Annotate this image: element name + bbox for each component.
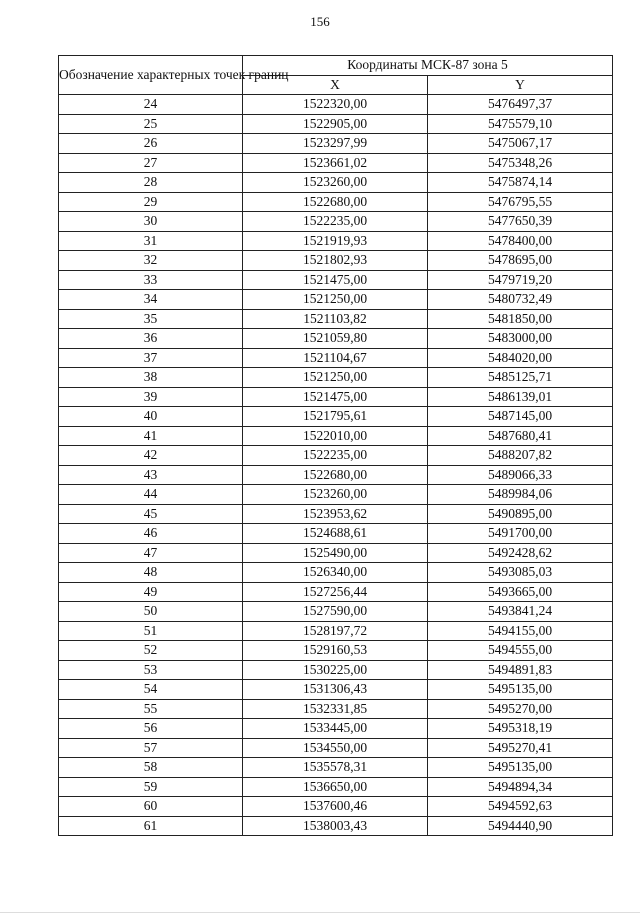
coord-x: 1528197,72 xyxy=(243,621,428,641)
coord-x: 1521475,00 xyxy=(243,270,428,290)
coord-y: 5486139,01 xyxy=(428,387,613,407)
header-y: Y xyxy=(428,75,613,95)
table-row xyxy=(59,153,613,173)
coord-y: 5477650,39 xyxy=(428,212,613,232)
table-row xyxy=(59,543,613,563)
coord-x: 1522905,00 xyxy=(243,114,428,134)
coord-y: 5476497,37 xyxy=(428,95,613,115)
table-row xyxy=(59,797,613,817)
table-row xyxy=(59,719,613,739)
point-number: 39 xyxy=(59,387,243,407)
coord-y: 5487680,41 xyxy=(428,426,613,446)
coord-x: 1526340,00 xyxy=(243,563,428,583)
coord-y: 5480732,49 xyxy=(428,290,613,310)
coord-x: 1524688,61 xyxy=(243,524,428,544)
table-row xyxy=(59,114,613,134)
coord-x: 1522235,00 xyxy=(243,212,428,232)
coord-x: 1521250,00 xyxy=(243,290,428,310)
point-number: 29 xyxy=(59,192,243,212)
coord-y: 5495135,00 xyxy=(428,758,613,778)
point-number: 33 xyxy=(59,270,243,290)
point-number: 46 xyxy=(59,524,243,544)
coord-x: 1538003,43 xyxy=(243,816,428,836)
point-number: 40 xyxy=(59,407,243,427)
point-number: 43 xyxy=(59,465,243,485)
table-row xyxy=(59,95,613,115)
coord-x: 1523661,02 xyxy=(243,153,428,173)
coordinates-table xyxy=(58,55,613,836)
coord-x: 1521795,61 xyxy=(243,407,428,427)
table-row xyxy=(59,485,613,505)
coord-y: 5494894,34 xyxy=(428,777,613,797)
coord-y: 5495318,19 xyxy=(428,719,613,739)
coord-x: 1521250,00 xyxy=(243,368,428,388)
header-coordinates: Координаты МСК-87 зона 5 xyxy=(243,56,613,76)
table-row xyxy=(59,348,613,368)
coord-x: 1531306,43 xyxy=(243,680,428,700)
coord-y: 5493665,00 xyxy=(428,582,613,602)
table-row xyxy=(59,446,613,466)
table-row xyxy=(59,329,613,349)
point-number: 27 xyxy=(59,153,243,173)
page-number: 156 xyxy=(310,14,330,29)
table-row xyxy=(59,212,613,232)
point-number: 26 xyxy=(59,134,243,154)
table-row xyxy=(59,368,613,388)
coord-y: 5478400,00 xyxy=(428,231,613,251)
table-row xyxy=(59,777,613,797)
coord-y: 5475348,26 xyxy=(428,153,613,173)
coord-y: 5488207,82 xyxy=(428,446,613,466)
point-number: 54 xyxy=(59,680,243,700)
table-row xyxy=(59,231,613,251)
table-row xyxy=(59,641,613,661)
point-number: 48 xyxy=(59,563,243,583)
coord-y: 5492428,62 xyxy=(428,543,613,563)
table-body xyxy=(59,95,613,836)
coord-x: 1523260,00 xyxy=(243,485,428,505)
table-row xyxy=(59,621,613,641)
table-row xyxy=(59,524,613,544)
coord-y: 5478695,00 xyxy=(428,251,613,271)
table-row xyxy=(59,680,613,700)
coord-y: 5495135,00 xyxy=(428,680,613,700)
coord-y: 5475579,10 xyxy=(428,114,613,134)
table-row xyxy=(59,173,613,193)
table-row xyxy=(59,465,613,485)
coord-y: 5475874,14 xyxy=(428,173,613,193)
coord-y: 5489066,33 xyxy=(428,465,613,485)
coord-x: 1529160,53 xyxy=(243,641,428,661)
coord-x: 1527590,00 xyxy=(243,602,428,622)
point-number: 24 xyxy=(59,95,243,115)
coord-y: 5489984,06 xyxy=(428,485,613,505)
coord-x: 1521104,67 xyxy=(243,348,428,368)
table-row xyxy=(59,563,613,583)
coord-y: 5490895,00 xyxy=(428,504,613,524)
point-number: 34 xyxy=(59,290,243,310)
coord-y: 5476795,55 xyxy=(428,192,613,212)
coord-x: 1525490,00 xyxy=(243,543,428,563)
table-row xyxy=(59,192,613,212)
point-number: 59 xyxy=(59,777,243,797)
coord-y: 5491700,00 xyxy=(428,524,613,544)
header-points: Обозначение характерных точек границ xyxy=(59,56,243,95)
point-number: 32 xyxy=(59,251,243,271)
point-number: 25 xyxy=(59,114,243,134)
coord-x: 1522010,00 xyxy=(243,426,428,446)
point-number: 53 xyxy=(59,660,243,680)
point-number: 35 xyxy=(59,309,243,329)
coord-y: 5493085,03 xyxy=(428,563,613,583)
coord-x: 1523260,00 xyxy=(243,173,428,193)
coord-y: 5485125,71 xyxy=(428,368,613,388)
coord-y: 5494592,63 xyxy=(428,797,613,817)
point-number: 28 xyxy=(59,173,243,193)
coord-x: 1522235,00 xyxy=(243,446,428,466)
coord-x: 1521059,80 xyxy=(243,329,428,349)
table-row xyxy=(59,699,613,719)
table-row xyxy=(59,290,613,310)
table-row xyxy=(59,426,613,446)
coord-y: 5495270,41 xyxy=(428,738,613,758)
coord-x: 1521802,93 xyxy=(243,251,428,271)
table-row xyxy=(59,738,613,758)
table-row xyxy=(59,758,613,778)
point-number: 50 xyxy=(59,602,243,622)
coord-x: 1537600,46 xyxy=(243,797,428,817)
point-number: 60 xyxy=(59,797,243,817)
table-row xyxy=(59,251,613,271)
coord-x: 1521103,82 xyxy=(243,309,428,329)
page-edge xyxy=(0,912,640,913)
coord-y: 5484020,00 xyxy=(428,348,613,368)
point-number: 47 xyxy=(59,543,243,563)
coord-y: 5487145,00 xyxy=(428,407,613,427)
coord-x: 1522320,00 xyxy=(243,95,428,115)
table-row xyxy=(59,660,613,680)
point-number: 58 xyxy=(59,758,243,778)
coord-y: 5475067,17 xyxy=(428,134,613,154)
point-number: 52 xyxy=(59,641,243,661)
table-row xyxy=(59,504,613,524)
coord-y: 5493841,24 xyxy=(428,602,613,622)
table-row xyxy=(59,582,613,602)
table-row xyxy=(59,602,613,622)
coord-x: 1532331,85 xyxy=(243,699,428,719)
point-number: 44 xyxy=(59,485,243,505)
point-number: 57 xyxy=(59,738,243,758)
point-number: 31 xyxy=(59,231,243,251)
point-number: 30 xyxy=(59,212,243,232)
point-number: 42 xyxy=(59,446,243,466)
point-number: 38 xyxy=(59,368,243,388)
coord-y: 5495270,00 xyxy=(428,699,613,719)
coord-x: 1534550,00 xyxy=(243,738,428,758)
coord-y: 5481850,00 xyxy=(428,309,613,329)
coord-x: 1530225,00 xyxy=(243,660,428,680)
coord-y: 5494155,00 xyxy=(428,621,613,641)
point-number: 36 xyxy=(59,329,243,349)
coord-x: 1523297,99 xyxy=(243,134,428,154)
header-x: X xyxy=(243,75,428,95)
table-row xyxy=(59,387,613,407)
coord-y: 5494440,90 xyxy=(428,816,613,836)
table-row xyxy=(59,309,613,329)
coord-x: 1522680,00 xyxy=(243,465,428,485)
coord-x: 1523953,62 xyxy=(243,504,428,524)
point-number: 55 xyxy=(59,699,243,719)
coord-x: 1527256,44 xyxy=(243,582,428,602)
coord-x: 1535578,31 xyxy=(243,758,428,778)
point-number: 37 xyxy=(59,348,243,368)
coord-x: 1522680,00 xyxy=(243,192,428,212)
coord-y: 5494891,83 xyxy=(428,660,613,680)
coord-y: 5494555,00 xyxy=(428,641,613,661)
point-number: 49 xyxy=(59,582,243,602)
table-row xyxy=(59,407,613,427)
coord-x: 1521475,00 xyxy=(243,387,428,407)
coord-y: 5483000,00 xyxy=(428,329,613,349)
point-number: 56 xyxy=(59,719,243,739)
point-number: 45 xyxy=(59,504,243,524)
point-number: 61 xyxy=(59,816,243,836)
point-number: 51 xyxy=(59,621,243,641)
table-row xyxy=(59,270,613,290)
coord-x: 1521919,93 xyxy=(243,231,428,251)
coord-x: 1533445,00 xyxy=(243,719,428,739)
point-number: 41 xyxy=(59,426,243,446)
coord-x: 1536650,00 xyxy=(243,777,428,797)
coord-y: 5479719,20 xyxy=(428,270,613,290)
table-row xyxy=(59,816,613,836)
table-row xyxy=(59,134,613,154)
